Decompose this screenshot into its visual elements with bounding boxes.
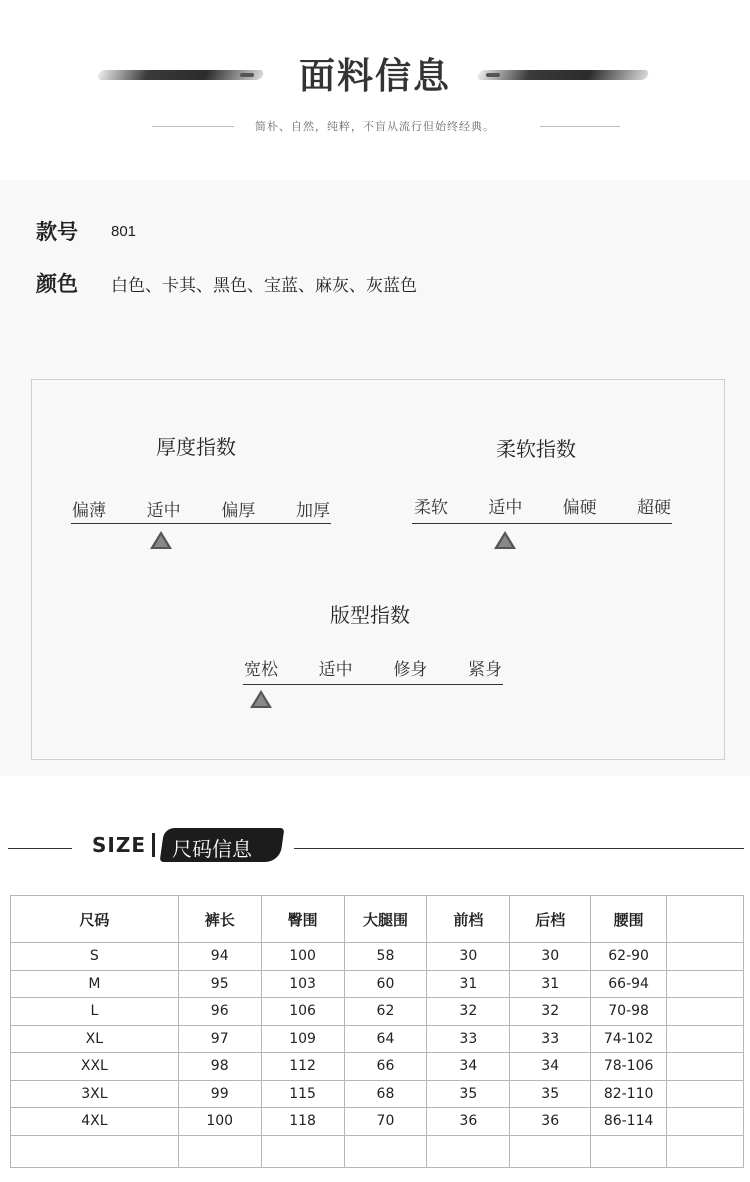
- fit-scale-line: [243, 684, 503, 685]
- table-cell: 98: [178, 1053, 261, 1081]
- size-heading-divider: [152, 833, 155, 857]
- table-cell: 30: [510, 943, 591, 971]
- table-cell: 4XL: [11, 1108, 179, 1136]
- table-cell: 103: [261, 970, 344, 998]
- style-number-value: 801: [111, 222, 137, 240]
- table-cell: 32: [510, 998, 591, 1026]
- table-cell: 70: [344, 1108, 427, 1136]
- table-cell: 74-102: [591, 1025, 667, 1053]
- table-cell: 112: [261, 1053, 344, 1081]
- table-header-cell: 腰围: [591, 896, 667, 943]
- table-row-empty: [11, 1135, 744, 1167]
- table-cell: 97: [178, 1025, 261, 1053]
- table-cell: 106: [261, 998, 344, 1026]
- table-cell: 94: [178, 943, 261, 971]
- table-cell: 32: [427, 998, 510, 1026]
- thickness-scale-line: [71, 523, 331, 524]
- table-cell: 3XL: [11, 1080, 179, 1108]
- table-cell: [591, 1135, 667, 1167]
- size-rule-right: [294, 848, 744, 849]
- table-cell: 34: [427, 1053, 510, 1081]
- table-row: [11, 1108, 744, 1136]
- fit-option: 宽松: [244, 660, 278, 680]
- table-cell: 64: [344, 1025, 427, 1053]
- table-header-cell: 裤长: [178, 896, 261, 943]
- table-cell: M: [11, 970, 179, 998]
- style-number-label: 款号: [36, 220, 78, 244]
- table-row: [11, 1025, 744, 1053]
- table-cell: [667, 1053, 744, 1081]
- softness-index-title: 柔软指数: [496, 437, 576, 461]
- fit-indicator-icon: [250, 690, 272, 708]
- table-cell: 35: [427, 1080, 510, 1108]
- table-cell: [667, 1108, 744, 1136]
- table-header-cell: 大腿围: [344, 896, 427, 943]
- table-header-row: [11, 896, 744, 943]
- page-subtitle: 简朴、自然，纯粹，不盲从流行但始终经典。: [255, 120, 495, 133]
- table-cell: 82-110: [591, 1080, 667, 1108]
- table-row: [11, 1053, 744, 1081]
- size-rule-left: [8, 848, 72, 849]
- fit-option: 修身: [393, 660, 428, 680]
- thickness-scale: [72, 496, 330, 521]
- table-cell: 62: [344, 998, 427, 1026]
- table-cell: [261, 1135, 344, 1167]
- header-section: [0, 0, 750, 180]
- softness-option: 偏硬: [562, 498, 597, 518]
- fit-option: 紧身: [467, 660, 502, 680]
- table-header-cell: 尺码: [11, 896, 179, 943]
- table-cell: 33: [510, 1025, 591, 1053]
- table-header-cell: 后档: [510, 896, 591, 943]
- table-row: [11, 1080, 744, 1108]
- thickness-indicator-icon: [150, 531, 172, 549]
- table-cell: 36: [510, 1108, 591, 1136]
- thickness-option: 偏厚: [221, 501, 256, 521]
- color-value: 白色、卡其、黑色、宝蓝、麻灰、灰蓝色: [111, 275, 417, 296]
- table-cell: L: [11, 998, 179, 1026]
- table-header-cell: 臀围: [261, 896, 344, 943]
- softness-scale-line: [412, 523, 672, 524]
- table-cell: [178, 1135, 261, 1167]
- thickness-option: 偏薄: [72, 501, 106, 521]
- table-cell: S: [11, 943, 179, 971]
- style-number-row: [36, 216, 136, 246]
- fit-scale: [244, 655, 502, 680]
- thickness-option: 加厚: [295, 501, 330, 521]
- table-cell: XXL: [11, 1053, 179, 1081]
- table-cell: 100: [261, 943, 344, 971]
- table-cell: 86-114: [591, 1108, 667, 1136]
- thickness-option: 适中: [146, 501, 181, 521]
- table-cell: 35: [510, 1080, 591, 1108]
- table-cell: 66-94: [591, 970, 667, 998]
- color-label: 颜色: [36, 272, 78, 296]
- softness-scale: [414, 493, 671, 518]
- size-table: [10, 895, 744, 1168]
- table-cell: 68: [344, 1080, 427, 1108]
- table-header-cell: 前档: [427, 896, 510, 943]
- table-cell: [427, 1135, 510, 1167]
- softness-option: 超硬: [636, 498, 671, 518]
- softness-indicator-icon: [494, 531, 516, 549]
- table-cell: [667, 1025, 744, 1053]
- softness-option: 柔软: [414, 498, 448, 518]
- table-cell: 34: [510, 1053, 591, 1081]
- table-cell: XL: [11, 1025, 179, 1053]
- table-cell: 99: [178, 1080, 261, 1108]
- table-cell: 60: [344, 970, 427, 998]
- table-cell: 115: [261, 1080, 344, 1108]
- table-cell: 62-90: [591, 943, 667, 971]
- table-cell: [667, 998, 744, 1026]
- thickness-index-title: 厚度指数: [156, 435, 236, 459]
- table-cell: 31: [510, 970, 591, 998]
- color-row: [36, 268, 417, 298]
- table-cell: 96: [178, 998, 261, 1026]
- table-cell: 31: [427, 970, 510, 998]
- table-cell: 109: [261, 1025, 344, 1053]
- table-cell: [667, 943, 744, 971]
- table-header-cell: [667, 896, 744, 943]
- table-cell: 30: [427, 943, 510, 971]
- table-cell: 36: [427, 1108, 510, 1136]
- table-cell: 33: [427, 1025, 510, 1053]
- table-cell: 95: [178, 970, 261, 998]
- page-title: 面料信息: [298, 55, 451, 97]
- table-cell: 118: [261, 1108, 344, 1136]
- fit-index-title: 版型指数: [330, 603, 410, 627]
- table-cell: 100: [178, 1108, 261, 1136]
- table-row: [11, 970, 744, 998]
- table-cell: [11, 1135, 179, 1167]
- table-cell: 58: [344, 943, 427, 971]
- table-cell: 70-98: [591, 998, 667, 1026]
- softness-option: 适中: [488, 498, 523, 518]
- size-heading-cn: 尺码信息: [172, 837, 252, 861]
- table-cell: 78-106: [591, 1053, 667, 1081]
- fabric-index-panel: [31, 379, 725, 760]
- fit-option: 适中: [318, 660, 353, 680]
- table-row: [11, 998, 744, 1026]
- table-cell: [667, 1135, 744, 1167]
- size-heading-en: SIZE: [92, 833, 147, 857]
- table-cell: [344, 1135, 427, 1167]
- fabric-info-section: [0, 180, 750, 776]
- table-cell: [510, 1135, 591, 1167]
- table-cell: [667, 1080, 744, 1108]
- table-cell: [667, 970, 744, 998]
- table-cell: 66: [344, 1053, 427, 1081]
- table-row: [11, 943, 744, 971]
